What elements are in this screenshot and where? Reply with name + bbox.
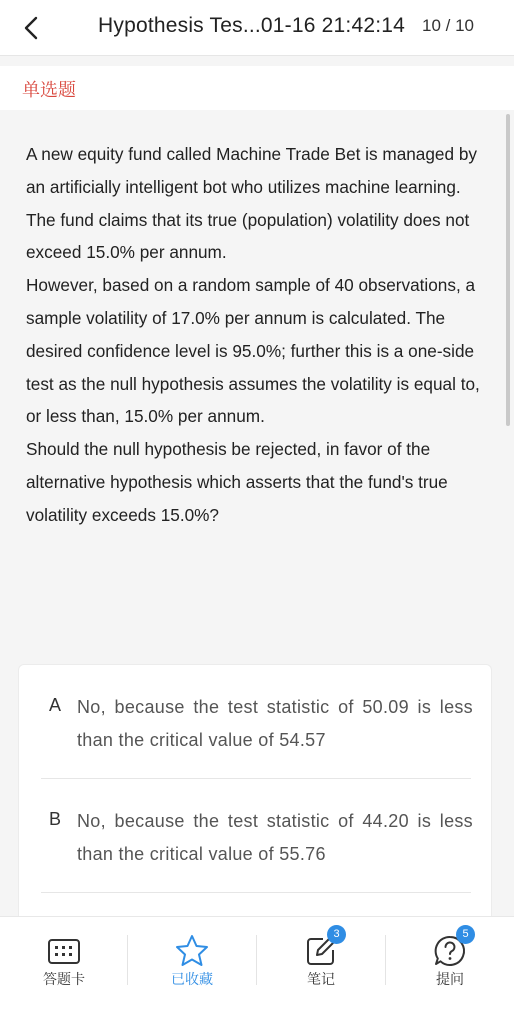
- question-paragraph: A new equity fund called Machine Trade Bet is managed by an artificially intelligent bot who utilizes machine learning. The fund claims that its true (population) volatility does not exceed 15.0% per annum.: [26, 144, 477, 263]
- tab-notes[interactable]: [257, 917, 385, 1001]
- bottom-tab-bar: [0, 916, 514, 1024]
- tab-label: 提问: [436, 971, 464, 987]
- question-type-label: 单选题: [22, 80, 76, 100]
- header-bar: [0, 0, 514, 56]
- option-a[interactable]: [19, 665, 493, 779]
- scrollbar[interactable]: [506, 114, 510, 426]
- tab-label: 已收藏: [171, 971, 213, 987]
- star-icon: [174, 933, 210, 969]
- option-b[interactable]: [19, 779, 493, 893]
- chevron-left-icon[interactable]: [18, 14, 46, 42]
- question-paragraph: Should the null hypothesis be rejected, in favor of the alternative hypothesis which asserts that the fund's true volatility exceeds 15.0%?: [26, 439, 448, 525]
- tab-ask[interactable]: [386, 917, 514, 1001]
- question-type-bar: [0, 66, 514, 110]
- option-letter: B: [49, 809, 62, 829]
- option-letter: A: [49, 695, 62, 715]
- option-text: No, because the test statistic of 44.20 is less than the critical value of 55.76: [77, 811, 473, 864]
- notes-badge: 3: [327, 925, 346, 944]
- question-counter: 10 / 10: [422, 16, 474, 35]
- tab-favorite[interactable]: [128, 917, 256, 1001]
- option-text: No, because the test statistic of 50.09 is less than the critical value of 54.57: [77, 697, 473, 750]
- tab-answer-card[interactable]: [0, 917, 128, 1001]
- tab-label: 笔记: [307, 971, 335, 987]
- option-c[interactable]: [19, 893, 493, 916]
- options-card: [18, 664, 492, 916]
- ask-badge: 5: [456, 925, 475, 944]
- question-paragraph: However, based on a random sample of 40 observations, a sample volatility of 17.0% per annum is calculated. The desired confidence level is 95.0%; further this is a one-side test as the null hypothesis assumes the volatility is equal to, or less than, 15.0% per annum.: [26, 275, 480, 427]
- question-text: [26, 138, 488, 532]
- tab-label: 答题卡: [43, 971, 85, 987]
- page-title: Hypothesis Tes...01-16 21:42:14: [98, 14, 406, 37]
- question-scroll-area[interactable]: [0, 56, 514, 916]
- question-box: [0, 110, 514, 916]
- answer-card-icon: [46, 933, 82, 969]
